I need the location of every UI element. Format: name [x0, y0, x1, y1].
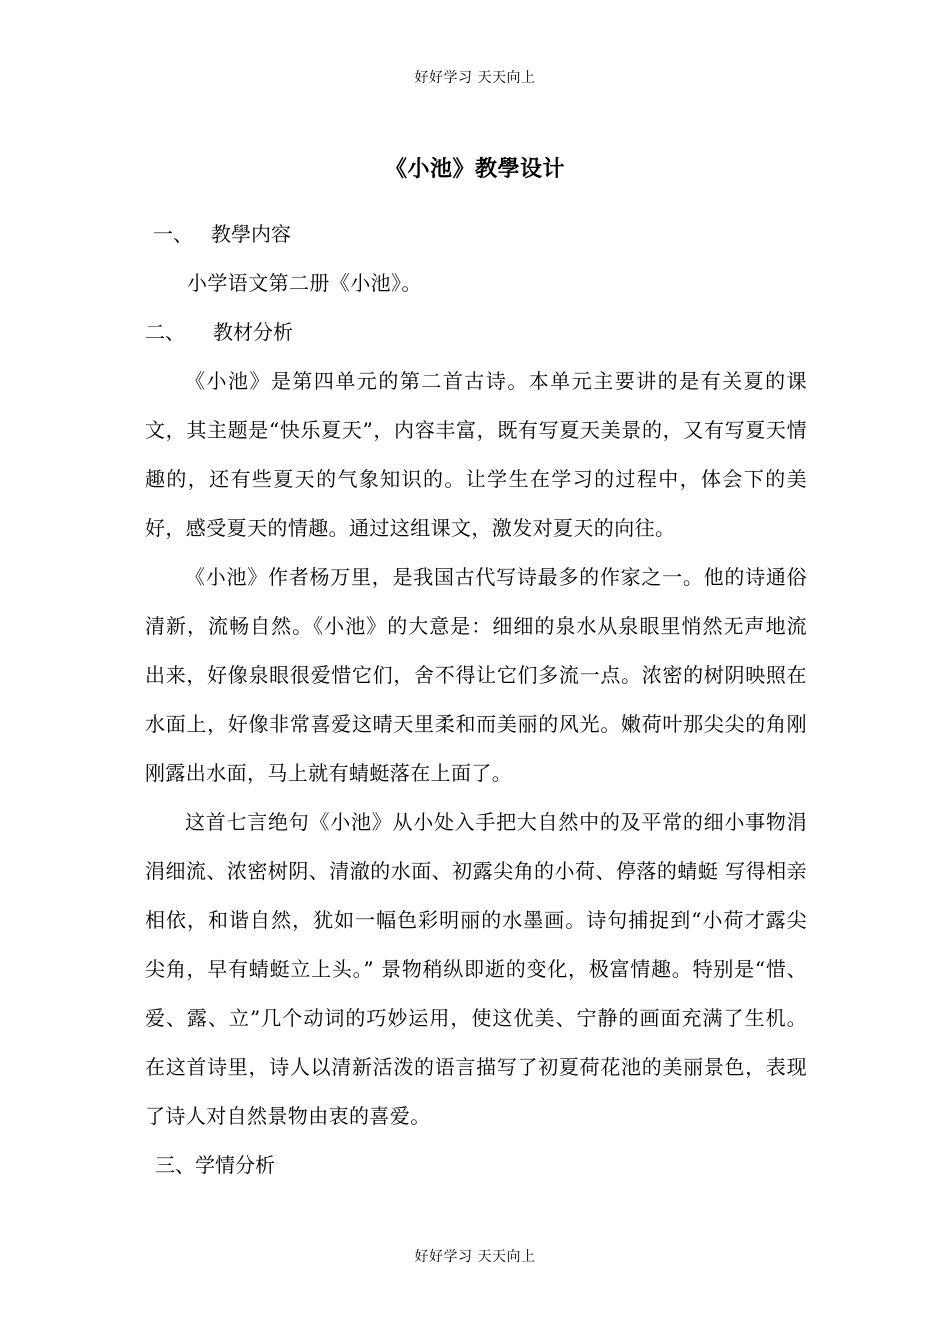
page-footer: 好好学习 天天向上: [414, 1249, 536, 1265]
section-heading-learners: [145, 1141, 807, 1190]
section-number: 三、: [155, 1153, 195, 1177]
section-heading-analysis: [145, 308, 807, 357]
section-label: 学情分析: [195, 1153, 275, 1177]
section-label: 教材分析: [213, 320, 293, 344]
paragraph: 这首七言绝句《小池》从小处入手把大自然中的及平常的细小事物涓涓细流、浓密树阴、清澈的水面、初露尖角的小荷、停落的蜻蜓 写得相亲相依，和谐自然，犹如一幅色彩明丽的水墨画。诗句捕捉到“小荷才露尖尖角，早有蜻蜓立上头。” 景物稍纵即逝的变化，极富情趣。特别是“惜、爱、露、立”几个动词的巧妙运用，使这优美、宁静的画面充满了生机。 在这首诗里，诗人以清新活泼的语言描写了初夏荷花池的美丽景色，表现了诗人对自然景物由衷的喜爱。: [145, 810, 807, 1128]
document-body: [145, 210, 807, 1190]
paragraph: 《小池》是第四单元的第二首古诗。本单元主要讲的是有关夏的课文，其主题是“快乐夏天”，内容丰富，既有写夏天美景的，又有写夏天情趣的，还有些夏天的气象知识的。让学生在学习的过程中，体会下的美好，感受夏天的情趣。通过这组课文，激发对夏天的向往。: [145, 369, 807, 540]
section-number: 二、: [145, 320, 185, 344]
document-title: 《小池》教學设计: [384, 156, 565, 182]
page-header: 好好学习 天天向上: [414, 70, 536, 86]
paragraph: 《小池》作者杨万里，是我国古代写诗最多的作家之一。他的诗通俗清新，流畅自然。《小池》的大意是：细细的泉水从泉眼里悄然无声地流出来，好像泉眼很爱惜它们，舍不得让它们多流一点。浓密的树阴映照在水面上，好像非常喜爱这晴天里柔和而美丽的风光。嫩荷叶那尖尖的角刚刚露出水面，马上就有蜻蜓落在上面了。: [145, 565, 807, 785]
course-paragraph: 小学语文第二册《小池》。: [187, 271, 422, 295]
section-number: 一、: [153, 222, 193, 246]
section-label: 教學内容: [211, 222, 291, 246]
section-heading-content: [145, 210, 807, 259]
